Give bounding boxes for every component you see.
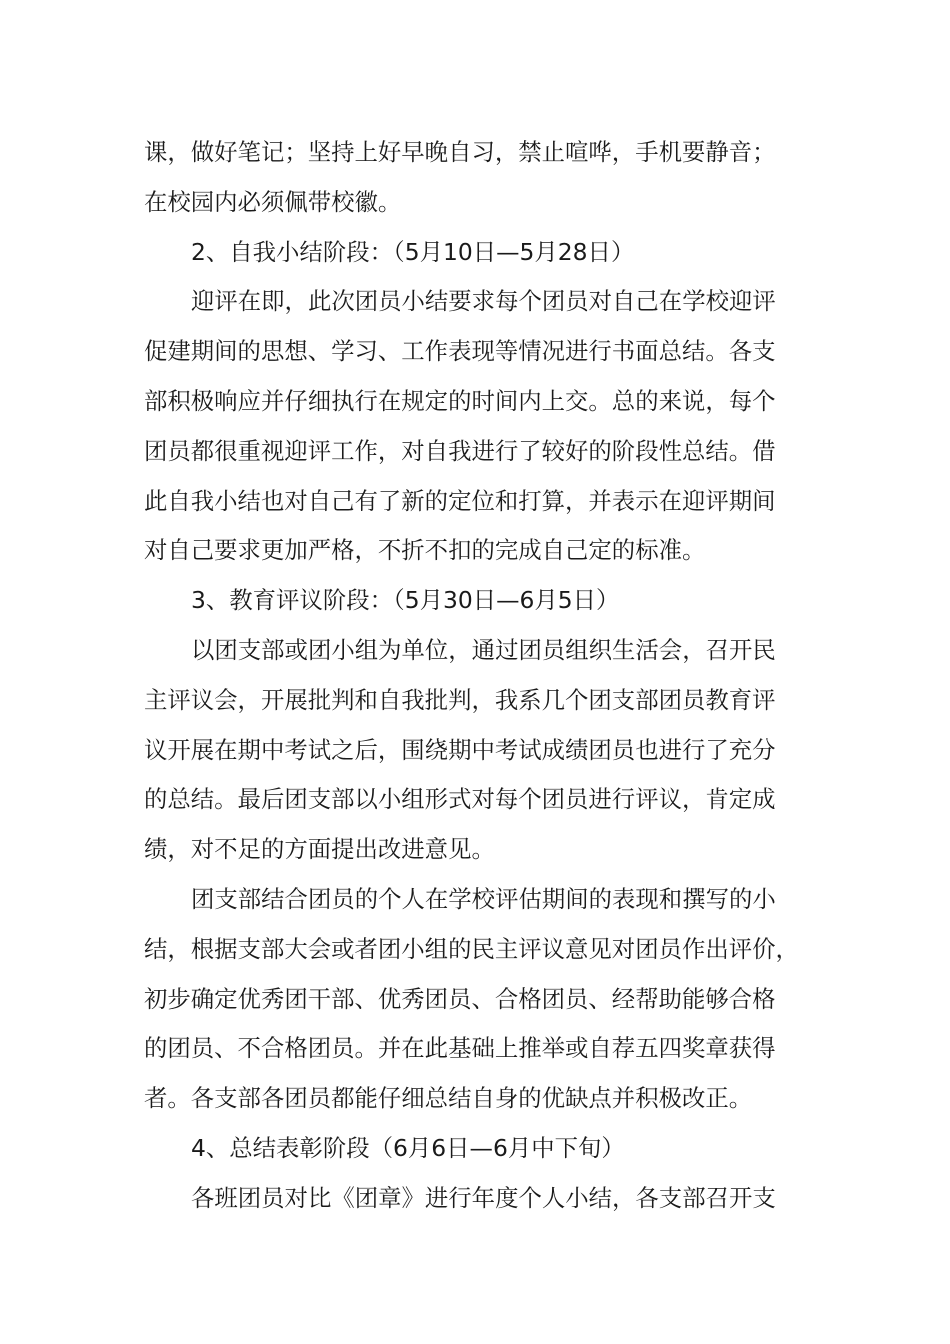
body-line: 的总结。最后团支部以小组形式对每个团员进行评议，肯定成 <box>144 785 776 814</box>
body-line: 课，做好笔记；坚持上好早晚自习，禁止喧哗，手机要静音； <box>144 138 776 166</box>
body-line: 对自己要求更加严格，不折不扣的完成自己定的标准。 <box>144 536 706 565</box>
document-body <box>144 128 824 1224</box>
body-line: 的团员、不合格团员。并在此基础上推举或自荐五四奖章获得 <box>144 1034 776 1063</box>
body-line: 此自我小结也对自己有了新的定位和打算，并表示在迎评期间 <box>144 486 776 515</box>
body-line: 团支部结合团员的个人在学校评估期间的表现和撰写的小 <box>191 884 776 913</box>
body-line: 议开展在期中考试之后，围绕期中考试成绩团员也进行了充分 <box>144 735 776 764</box>
body-line: 绩，对不足的方面提出改进意见。 <box>144 835 495 864</box>
body-line: 促建期间的思想、学习、工作表现等情况进行书面总结。各支 <box>144 337 776 366</box>
body-line: 初步确定优秀团干部、优秀团员、合格团员、经帮助能够合格 <box>144 984 776 1013</box>
body-line: 团员都很重视迎评工作，对自我进行了较好的阶段性总结。借 <box>144 436 776 465</box>
body-line: 在校园内必须佩带校徽。 <box>144 187 402 216</box>
body-line: 迎评在即，此次团员小结要求每个团员对自己在学校迎评 <box>191 287 776 316</box>
body-line: 者。各支部各团员都能仔细总结自身的优缺点并积极改正。 <box>144 1084 753 1113</box>
section-heading: 2、自我小结阶段：（5月10日—5月28日） <box>191 237 635 266</box>
body-line: 以团支部或团小组为单位，通过团员组织生活会，召开民 <box>191 635 776 664</box>
body-line: 部积极响应并仔细执行在规定的时间内上交。总的来说，每个 <box>144 386 776 415</box>
body-line: 主评议会，开展批判和自我批判，我系几个团支部团员教育评 <box>144 685 776 714</box>
body-line: 结，根据支部大会或者团小组的民主评议意见对团员作出评价， <box>144 934 799 963</box>
section-heading: 4、总结表彰阶段（6月6日—6月中下旬） <box>191 1133 625 1162</box>
section-heading: 3、教育评议阶段：（5月30日—6月5日） <box>191 586 620 615</box>
body-line: 各班团员对比《团章》进行年度个人小结，各支部召开支 <box>191 1183 776 1212</box>
